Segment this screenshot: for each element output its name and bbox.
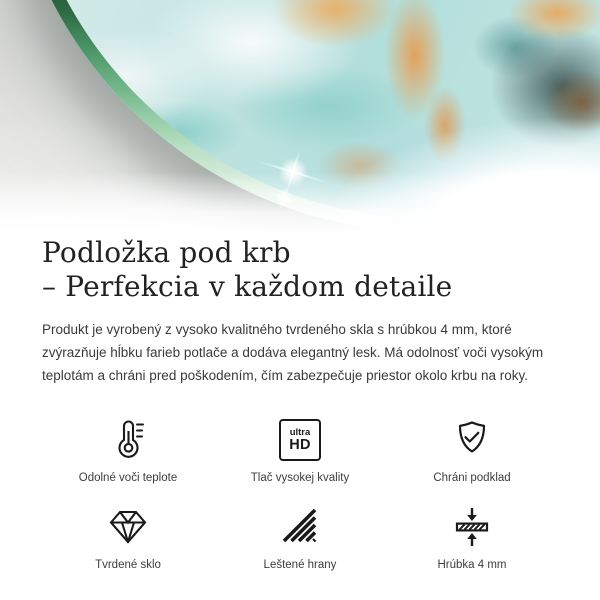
feature-label: Odolné voči teplote (78, 472, 178, 484)
feature-label: Tlač vysokej kvality (250, 472, 350, 484)
thermometer-icon (106, 416, 150, 464)
feature-heat-resistant (42, 416, 214, 484)
diamond-icon (106, 503, 150, 551)
image-white-fade (0, 0, 600, 236)
feature-label: Hrúbka 4 mm (437, 559, 507, 571)
feature-grid (42, 416, 558, 571)
thickness-icon (450, 503, 494, 551)
feature-label: Chráni podklad (433, 472, 511, 484)
ultra-hd-icon-text-top: ultra (289, 426, 311, 438)
polished-edges-icon (278, 503, 322, 551)
product-description-section (0, 236, 600, 571)
feature-thickness (386, 503, 558, 571)
feature-polished-edges (214, 503, 386, 571)
shield-check-icon (450, 416, 494, 464)
feature-print-quality (214, 416, 386, 484)
feature-label: Leštené hrany (263, 559, 337, 571)
feature-protects-surface (386, 416, 558, 484)
product-description-text: Produkt je vyrobený z vysoko kvalitného tvrdeného skla s hrúbkou 4 mm, ktoré zvýrazňuje hĺbku farieb potlače a dodáva elegantný lesk. Má odolnosť voči vysokým teplotám a chráni pred poškodením, čím zabezpečuje priestor okolo krbu na roky. (42, 322, 544, 383)
ultra-hd-icon (279, 416, 321, 464)
ultra-hd-icon-text-bottom: HD (289, 436, 311, 453)
page-title-line1: Podložka pod krb (42, 236, 291, 269)
page-title (42, 236, 558, 304)
product-image (0, 0, 600, 236)
feature-tempered-glass (42, 503, 214, 571)
feature-label: Tvrdené sklo (95, 559, 161, 571)
page-title-line2: – Perfekcia v každom detaile (42, 270, 453, 303)
